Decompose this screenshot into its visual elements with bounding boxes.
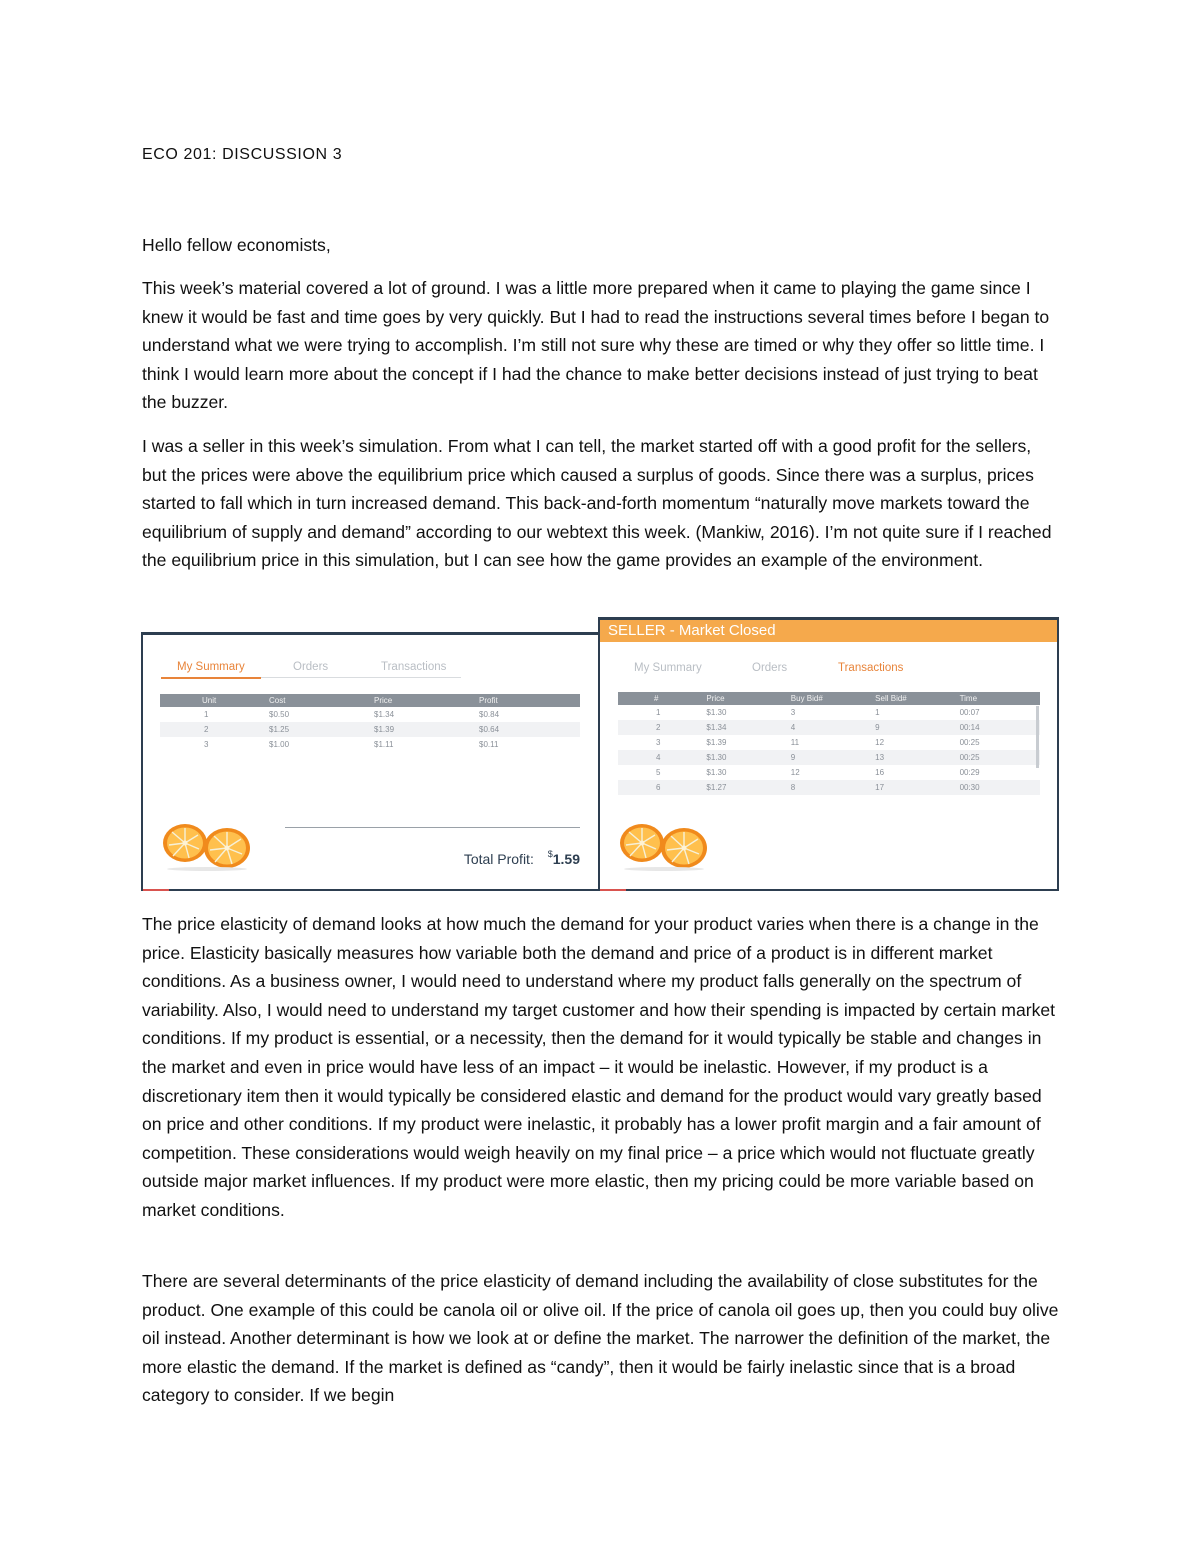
table-row xyxy=(618,780,1040,795)
table-cell: 6 xyxy=(618,780,702,795)
table-cell: $0.11 xyxy=(479,740,499,749)
table-cell: 12 xyxy=(790,768,800,777)
column-header: Profit xyxy=(475,694,580,707)
table-cell: $1.11 xyxy=(374,740,394,749)
table-cell: 00:14 xyxy=(956,720,1040,735)
table-cell: 3 xyxy=(204,740,209,749)
summary-tabs xyxy=(143,661,598,681)
table-cell: $0.64 xyxy=(475,722,580,737)
table-header-row xyxy=(618,692,1040,705)
greeting: Hello fellow economists, xyxy=(142,235,331,255)
table-cell: $1.34 xyxy=(702,720,786,735)
table-row xyxy=(618,765,1040,780)
summary-table xyxy=(160,694,580,752)
total-profit-value: 1.59 xyxy=(552,851,580,867)
paragraph-4: There are several determinants of the price elasticity of demand including the availability of close substitutes for the product. One example of this could be canola oil or olive oil. If the price of canola oil goes up, then you could buy olive oil instead. Another determinant is how we look at or define the market. The narrower the definition of the market, the more elastic the demand. If the market is defined as “candy”, then it would be fairly inelastic since that is a broad category to consider. If we begin xyxy=(142,1271,1059,1406)
table-cell: 00:25 xyxy=(956,750,1040,765)
transactions-tabs xyxy=(600,662,1057,682)
table-cell: $0.84 xyxy=(479,710,500,719)
table-row xyxy=(160,722,580,737)
tab-my-summary[interactable]: My Summary xyxy=(634,662,702,674)
tab-underline xyxy=(261,677,461,678)
document-title: ECO 201: DISCUSSION 3 xyxy=(142,146,343,163)
table-cell: $1.34 xyxy=(374,710,395,719)
column-header: Sell Bid# xyxy=(871,692,955,705)
table-cell: 2 xyxy=(160,722,265,737)
column-header: # xyxy=(618,692,702,705)
table-cell: 00:07 xyxy=(959,708,980,717)
table-cell: 00:30 xyxy=(956,780,1040,795)
tab-transactions[interactable]: Transactions xyxy=(381,661,447,673)
table-cell: 3 xyxy=(656,738,661,747)
table-cell: 9 xyxy=(787,750,871,765)
table-cell: $1.30 xyxy=(702,750,786,765)
total-profit xyxy=(464,849,580,867)
transactions-table xyxy=(618,692,1040,795)
progress-marker xyxy=(143,889,169,891)
table-cell: 4 xyxy=(787,720,871,735)
table-cell: 4 xyxy=(618,750,702,765)
table-header-row xyxy=(160,694,580,707)
table-cell: $1.25 xyxy=(265,722,370,737)
table-cell: 1 xyxy=(204,710,209,719)
table-row xyxy=(618,705,1040,720)
table-cell: $1.39 xyxy=(370,722,475,737)
table-cell: 8 xyxy=(787,780,871,795)
column-header: Unit xyxy=(160,694,265,707)
tab-transactions[interactable]: Transactions xyxy=(838,662,904,674)
table-cell: 2 xyxy=(618,720,702,735)
table-cell: 13 xyxy=(871,750,955,765)
progress-marker xyxy=(600,889,626,891)
table-cell: $1.00 xyxy=(269,740,290,749)
table-scrollbar[interactable] xyxy=(1036,706,1039,768)
paragraph-3: The price elasticity of demand looks at how much the demand for your product varies when there is a change in the price. Elasticity basically measures how variable both the demand and price of a product is in different market conditions. As a business owner, I would need to understand where my product falls generally on the spectrum of variability. Also, I would need to understand my target customer and how their spending is impacted by certain market conditions. If my product is essential, or a necessity, then the demand for it would typically be stable and changes in the market and even in price would have less of an impact – it would be inelastic. However, if my product is a discretionary item then it would typically be considered elastic and demand for the product would vary greatly based on price and other conditions. If my product were inelastic, it probably has a lower profit margin and a fair amount of competition. These considerations would weigh heavily on my final price – a price which would not fluctuate greatly outside major market influences. If my product were more elastic, then my pricing could be more variable based on market conditions. xyxy=(142,914,1056,1220)
transactions-screenshot xyxy=(598,617,1059,891)
column-header: Price xyxy=(370,694,475,707)
table-cell: $0.50 xyxy=(269,710,290,719)
table-cell: 3 xyxy=(790,708,796,717)
table-cell: 1 xyxy=(656,708,661,717)
panel-header: SELLER - Market Closed xyxy=(600,620,1057,642)
table-cell: 5 xyxy=(656,768,661,777)
table-row xyxy=(160,707,580,722)
bottom-dots xyxy=(945,889,1045,891)
table-cell: 12 xyxy=(875,738,885,747)
table-cell: 17 xyxy=(871,780,955,795)
paragraph-2: I was a seller in this week’s simulation. From what I can tell, the market started off with a good profit for the sellers, but the prices were above the equilibrium price which caused a surplus of goods. Since there was a surplus, prices started to fall which in turn increased demand. This back-and-forth momentum “naturally move markets toward the equilibrium of supply and demand” according to our webtext this week. (Mankiw, 2016). I’m not quite sure if I reached the equilibrium price in this simulation, but I can see how the game provides an example of the environment. xyxy=(142,436,1052,571)
column-header: Time xyxy=(956,692,1040,705)
table-cell: $1.30 xyxy=(706,768,727,777)
summary-screenshot xyxy=(141,632,600,891)
tab-my-summary[interactable]: My Summary xyxy=(177,661,245,673)
table-cell: $1.39 xyxy=(706,738,727,747)
table-cell: 00:25 xyxy=(959,738,980,747)
table-cell: 00:29 xyxy=(959,768,980,777)
table-cell: 1 xyxy=(875,708,880,717)
table-cell: 9 xyxy=(871,720,955,735)
active-tab-underline xyxy=(161,677,261,679)
orange-halves-icon xyxy=(618,819,710,871)
total-profit-currency: $ xyxy=(547,849,553,859)
orange-halves-icon xyxy=(161,819,253,871)
table-cell: 16 xyxy=(875,768,885,777)
total-profit-label: Total Profit: xyxy=(463,851,534,867)
table-row xyxy=(618,720,1040,735)
table-row xyxy=(618,735,1040,750)
table-row xyxy=(160,737,580,752)
table-cell: $1.30 xyxy=(706,708,727,717)
paragraph-1: This week’s material covered a lot of ground. I was a little more prepared when it came to playing the game since I knew it would be fast and time goes by very quickly. But I had to read the instructions several times before I began to understand what we were trying to accomplish. I’m still not sure why these are timed or why they offer so little time. I think I would learn more about the concept if I had the chance to make better decisions instead of just trying to beat the buzzer. xyxy=(142,278,1050,413)
profit-divider xyxy=(285,827,580,828)
table-cell: 11 xyxy=(790,738,800,747)
table-cell: $1.27 xyxy=(702,780,786,795)
table-row xyxy=(618,750,1040,765)
column-header: Price xyxy=(702,692,786,705)
tab-orders[interactable]: Orders xyxy=(752,662,788,674)
column-header: Buy Bid# xyxy=(787,692,871,705)
column-header: Cost xyxy=(265,694,370,707)
tab-orders[interactable]: Orders xyxy=(293,661,329,673)
